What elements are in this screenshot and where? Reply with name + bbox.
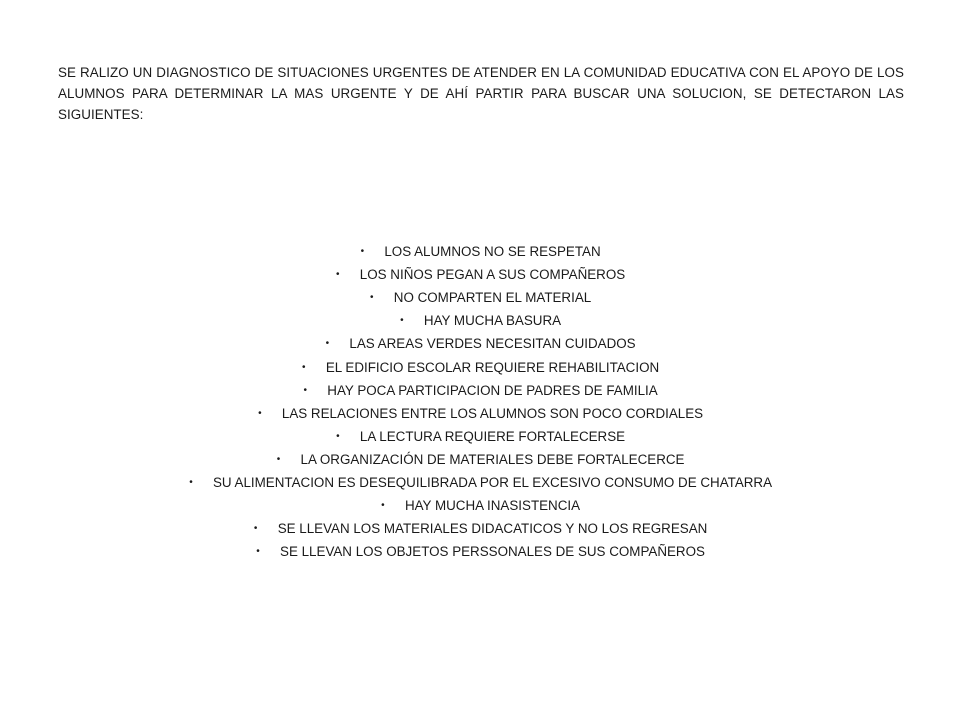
- list-item-text: SE LLEVAN LOS MATERIALES DIDACATICOS Y NO LOS REGRESAN: [277, 521, 708, 537]
- bullet-icon: •: [381, 500, 385, 512]
- list-item-text: LAS RELACIONES ENTRE LOS ALUMNOS SON POCO CORDIALES: [281, 405, 704, 421]
- bullet-icon: •: [400, 315, 404, 327]
- list-item: [0, 471, 960, 494]
- list-item: [0, 309, 960, 332]
- bullet-icon: •: [303, 384, 308, 396]
- situations-list: [0, 240, 960, 563]
- list-item: [0, 517, 960, 540]
- list-item-text: NO COMPARTEN EL MATERIAL: [393, 290, 592, 306]
- list-item: [0, 425, 960, 448]
- list-item: [0, 448, 960, 471]
- list-item-text: LA LECTURA REQUIERE FORTALECERSE: [359, 428, 626, 444]
- list-item-text: HAY POCA PARTICIPACION DE PADRES DE FAMILIA: [327, 382, 658, 398]
- list-item-text: LA ORGANIZACIÓN DE MATERIALES DEBE FORTALECERCE: [300, 451, 685, 467]
- list-item: [0, 402, 960, 425]
- bullet-icon: •: [302, 361, 306, 373]
- list-item-text: SE LLEVAN LOS OBJETOS PERSSONALES DE SUS COMPAÑEROS: [280, 544, 705, 560]
- list-item-text: LOS NIÑOS PEGAN A SUS COMPAÑEROS: [359, 267, 626, 283]
- bullet-icon: •: [370, 292, 374, 304]
- bullet-icon: •: [256, 546, 260, 558]
- list-item: [0, 286, 960, 309]
- list-item: [0, 263, 960, 286]
- bullet-icon: •: [258, 407, 262, 419]
- bullet-icon: •: [336, 269, 340, 281]
- list-item: [0, 240, 960, 263]
- list-item-text: EL EDIFICIO ESCOLAR REQUIERE REHABILITACION: [325, 359, 660, 375]
- list-item: [0, 332, 960, 355]
- list-item-text: SU ALIMENTACION ES DESEQUILIBRADA POR EL EXCESIVO CONSUMO DE CHATARRA: [212, 474, 773, 490]
- list-item: [0, 494, 960, 517]
- list-item-text: HAY MUCHA BASURA: [423, 313, 562, 329]
- bullet-icon: •: [253, 523, 258, 535]
- bullet-icon: •: [189, 476, 193, 488]
- list-item: [0, 355, 960, 378]
- bullet-icon: •: [360, 246, 365, 258]
- list-item: [0, 540, 960, 563]
- bullet-icon: •: [325, 338, 330, 350]
- list-item: [0, 379, 960, 402]
- list-item-text: LAS AREAS VERDES NECESITAN CUIDADOS: [349, 336, 636, 352]
- list-item-text: HAY MUCHA INASISTENCIA: [404, 498, 581, 514]
- list-item-text: LOS ALUMNOS NO SE RESPETAN: [384, 244, 601, 260]
- intro-paragraph: SE RALIZO UN DIAGNOSTICO DE SITUACIONES URGENTES DE ATENDER EN LA COMUNIDAD EDUCATIVA CON EL APOYO DE LOS ALUMNOS PARA DETERMINAR LA MAS URGENTE Y DE AHÍ PARTIR PARA BUSCAR UNA SOLUCION, SE DETECTARON LAS SIGUIENTES:: [58, 65, 904, 122]
- bullet-icon: •: [336, 430, 340, 442]
- bullet-icon: •: [276, 453, 281, 465]
